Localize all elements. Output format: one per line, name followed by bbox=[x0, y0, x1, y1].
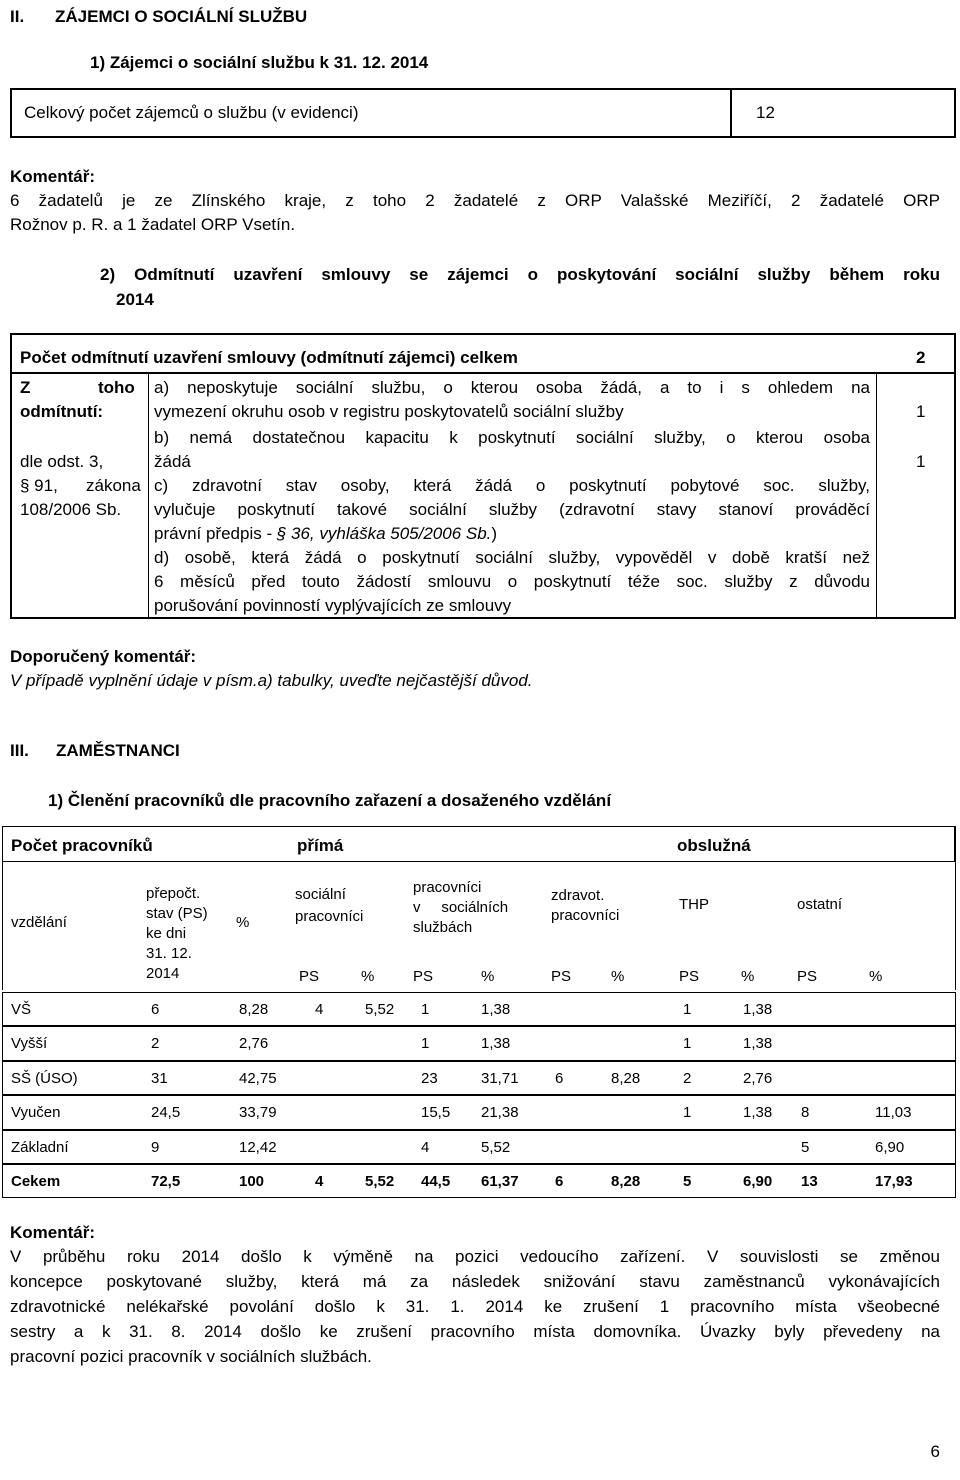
item-d-line-3: porušování povinností vyplývajících ze smlouvy bbox=[154, 596, 512, 615]
recommended-comment-text: V případě vyplnění údaje v písm.a) tabulky, uveďte nejčastější důvod. bbox=[10, 671, 533, 690]
table-cell: 2,76 bbox=[743, 1069, 773, 1087]
table-cell: 8,28 bbox=[611, 1173, 641, 1190]
item-a-value: 1 bbox=[916, 402, 926, 421]
header-social-workers-l1: sociální bbox=[295, 886, 346, 903]
header-sub-ps-1: PS bbox=[413, 968, 434, 985]
table-cell: 8,28 bbox=[239, 1001, 269, 1018]
header-prepocet-l1: přepočt. bbox=[146, 885, 201, 902]
table-row bbox=[2, 1095, 956, 1129]
section-2-heading: ZÁJEMCI O SOCIÁLNÍ SLUŽBU bbox=[55, 7, 308, 26]
header-vzdelani: vzdělání bbox=[11, 914, 67, 931]
row-label: Vyšší bbox=[11, 1035, 48, 1053]
header-sub-pct-2: % bbox=[611, 968, 625, 985]
table-row bbox=[2, 1130, 956, 1164]
subsection-3-1-title: 1) Členění pracovníků dle pracovního zařazení a dosaženého vzdělání bbox=[48, 791, 612, 810]
staff-count-label: Počet pracovníků bbox=[11, 836, 153, 855]
header-thp: THP bbox=[679, 896, 709, 913]
refusal-divider-v1 bbox=[148, 372, 149, 619]
row-label: Vyučen bbox=[11, 1104, 61, 1122]
header-health-l1: zdravot. bbox=[551, 887, 605, 904]
header-ss-l2: v sociálních bbox=[413, 899, 509, 916]
table-cell: 6,90 bbox=[875, 1138, 905, 1156]
item-a-line-2: vymezení okruhu osob v registru poskytovatelů sociální služby bbox=[154, 402, 624, 421]
header-sub-ps-0: PS bbox=[299, 968, 320, 985]
header-ss-l3: službách bbox=[413, 919, 473, 936]
table-cell: 100 bbox=[239, 1173, 265, 1190]
table-cell: 5,52 bbox=[365, 1173, 395, 1190]
item-a-line-1: a) neposkytuje sociální službu, o kterou osoba žádá, a to i s ohledem na bbox=[154, 378, 870, 397]
header-sub-pct-4: % bbox=[869, 968, 883, 985]
comment-3-line: zdravotnické nelékařské povolání došlo k 31. 1. 2014 ke zrušení 1 pracovního místa všeobecné bbox=[10, 1297, 940, 1316]
table-cell: 1,38 bbox=[743, 1035, 773, 1053]
prima-label: přímá bbox=[297, 836, 344, 855]
item-d-line-1: d) osobě, která žádá o poskytnutí sociální služby, vypověděl v době kratší než bbox=[154, 548, 870, 567]
page-number: 6 bbox=[930, 1441, 940, 1461]
table-cell: 4 bbox=[315, 1173, 324, 1190]
obsluzna-label: obslužná bbox=[677, 836, 751, 855]
row-label: SŠ (ÚSO) bbox=[11, 1069, 78, 1087]
item-b-line-2: žádá bbox=[154, 452, 191, 471]
table-cell: 8 bbox=[801, 1104, 810, 1122]
header-ss-l1: pracovníci bbox=[413, 879, 482, 896]
table-cell: 13 bbox=[801, 1173, 818, 1190]
item-c-line-1: c) zdravotní stav osoby, která žádá o poskytnutí pobytové soc. služby, bbox=[154, 476, 870, 495]
table-cell: 72,5 bbox=[151, 1173, 181, 1190]
table-row bbox=[2, 1061, 956, 1095]
header-social-workers bbox=[295, 884, 363, 928]
table-cell: 6 bbox=[151, 1001, 160, 1018]
left-col-odst: dle odst. 3, bbox=[20, 452, 104, 471]
comment-3-line: koncepce poskytované služby, která má za následek snižování stavu zaměstnanců vykonávajících bbox=[10, 1272, 940, 1291]
table-cell: 31 bbox=[151, 1069, 168, 1087]
comment-3-last-line: pracovní pozici pracovník v sociálních službách. bbox=[10, 1347, 372, 1366]
table-cell: 12,42 bbox=[239, 1138, 277, 1156]
header-prepocet-l2: stav (PS) bbox=[146, 905, 208, 922]
left-col-z: Z bbox=[20, 378, 31, 397]
box-divider bbox=[730, 88, 732, 138]
left-col-zakona: zákona bbox=[86, 476, 141, 495]
item-c-line-3-end: ) bbox=[491, 524, 498, 543]
table-cell: 31,71 bbox=[481, 1069, 519, 1087]
header-prepocet-l3: ke dni bbox=[146, 925, 187, 942]
table-row bbox=[2, 992, 956, 1026]
header-health-workers bbox=[551, 886, 619, 926]
table-cell: 8,28 bbox=[611, 1069, 641, 1087]
header-sub-row bbox=[3, 968, 957, 988]
subsection-2-1-title: 1) Zájemci o sociální službu k 31. 12. 2014 bbox=[90, 53, 429, 72]
item-b-line-1: b) nemá dostatečnou kapacitu k poskytnutí sociální služby, o kterou osoba bbox=[154, 428, 870, 447]
table-cell: 2 bbox=[683, 1069, 692, 1087]
left-col-toho: toho bbox=[98, 378, 135, 397]
table-cell: 61,37 bbox=[481, 1173, 519, 1190]
header-sub-pct-3: % bbox=[741, 968, 755, 985]
table-cell: 4 bbox=[315, 1001, 324, 1018]
table-cell: 33,79 bbox=[239, 1104, 277, 1122]
left-col-odmitnuti: odmítnutí: bbox=[20, 402, 104, 421]
table-cell: 6,90 bbox=[743, 1173, 773, 1190]
comment-3-body bbox=[10, 1246, 940, 1346]
comment-3-line: V průběhu roku 2014 došlo k výměně na pozici vedoucího zařízení. V souvislosti se změnou bbox=[10, 1247, 940, 1266]
subsection-2-2-year: 2014 bbox=[116, 290, 154, 309]
header-sub-pct-0: % bbox=[361, 968, 375, 985]
comment-3-label: Komentář: bbox=[10, 1223, 96, 1242]
table-row bbox=[2, 1026, 956, 1060]
table-cell: 15,5 bbox=[421, 1104, 451, 1122]
item-b-value: 1 bbox=[916, 452, 926, 471]
table-cell: 1,38 bbox=[481, 1035, 511, 1053]
row-label: VŠ bbox=[11, 1001, 32, 1018]
header-social-workers-l2: pracovníci bbox=[295, 908, 364, 925]
row-label: Cekem bbox=[11, 1173, 61, 1190]
table-cell: 9 bbox=[151, 1138, 160, 1156]
table-cell: 44,5 bbox=[421, 1173, 451, 1190]
table-cell: 1 bbox=[683, 1035, 692, 1053]
item-c-law-reference: § 36, vyhláška 505/2006 Sb. bbox=[276, 524, 492, 543]
section-3-heading: ZAMĚSTNANCI bbox=[56, 741, 180, 760]
table-cell: 6 bbox=[555, 1173, 564, 1190]
table-cell: 5,52 bbox=[481, 1138, 511, 1156]
row-label: Základní bbox=[11, 1138, 69, 1156]
table-cell: 42,75 bbox=[239, 1069, 277, 1087]
refusal-table bbox=[10, 333, 956, 619]
table-cell: 5,52 bbox=[365, 1001, 395, 1018]
table-cell: 1,38 bbox=[743, 1104, 773, 1122]
table-cell: 1 bbox=[421, 1001, 430, 1018]
item-c-line-3 bbox=[154, 523, 497, 544]
table-cell: 4 bbox=[421, 1138, 430, 1156]
total-applicants-value: 12 bbox=[756, 103, 775, 122]
table-cell: 1,38 bbox=[743, 1001, 773, 1018]
total-applicants-label: Celkový počet zájemců o službu (v evidenci) bbox=[24, 103, 359, 122]
table-cell: 21,38 bbox=[481, 1104, 519, 1122]
refusal-divider-h bbox=[12, 372, 954, 374]
refusal-divider-v2 bbox=[876, 372, 877, 619]
left-col-paragraph: § 91, bbox=[20, 476, 58, 495]
item-d-line-2: 6 měsíců před touto žádostí smlouvu o poskytnutí téže soc. služby z důvodu bbox=[154, 572, 870, 591]
item-c-line-2: vylučuje poskytnutí takové sociální služby (zdravotní stavy stanoví prováděcí bbox=[154, 500, 870, 519]
table-cell: 24,5 bbox=[151, 1104, 181, 1122]
table-cell: 1,38 bbox=[481, 1001, 511, 1018]
table-cell: 5 bbox=[683, 1173, 692, 1190]
recommended-comment-label: Doporučený komentář: bbox=[10, 647, 197, 666]
refusal-total-label: Počet odmítnutí uzavření smlouvy (odmítnutí zájemci) celkem bbox=[20, 348, 518, 367]
table-cell: 17,93 bbox=[875, 1173, 913, 1190]
comment-line-1: 6 žadatelů je ze Zlínského kraje, z toho 2 žadatelé z ORP Valašské Meziříčí, 2 žadatelé ORP bbox=[10, 191, 940, 210]
table-cell: 1 bbox=[421, 1035, 430, 1053]
table-cell: 1 bbox=[683, 1104, 692, 1122]
section-2-number: II. bbox=[10, 7, 25, 26]
comment-3-line: sestry a k 31. 8. 2014 došlo ke zrušení pracovního místa domovníka. Úvazky byly převedeny na bbox=[10, 1322, 940, 1341]
table-cell: 2 bbox=[151, 1035, 160, 1053]
subsection-2-2-title: 2) Odmítnutí uzavření smlouvy se zájemci o poskytování sociální služby během roku bbox=[100, 265, 940, 284]
comment-label: Komentář: bbox=[10, 167, 96, 186]
item-c-line-3-text: právní předpis - bbox=[154, 524, 277, 543]
table-cell: 23 bbox=[421, 1069, 438, 1087]
table-cell: 2,76 bbox=[239, 1035, 269, 1053]
total-applicants-box bbox=[10, 88, 956, 138]
table-row bbox=[2, 1164, 956, 1198]
comment-line-2: Rožnov p. R. a 1 žadatel ORP Vsetín. bbox=[10, 215, 296, 234]
section-3-number: III. bbox=[10, 741, 29, 760]
left-col-law: 108/2006 Sb. bbox=[20, 500, 122, 519]
header-sub-ps-2: PS bbox=[551, 968, 572, 985]
header-ostatni: ostatní bbox=[797, 896, 843, 913]
table-cell: 11,03 bbox=[875, 1104, 912, 1122]
header-prepocet-l5: 2014 bbox=[146, 965, 180, 982]
header-social-services-workers bbox=[413, 878, 508, 938]
header-sub-ps-4: PS bbox=[797, 968, 818, 985]
table-cell: 1 bbox=[683, 1001, 692, 1018]
header-prepocet-l4: 31. 12. bbox=[146, 945, 192, 962]
header-health-l2: pracovníci bbox=[551, 907, 620, 924]
staff-table-header bbox=[2, 862, 956, 990]
table-cell: 6 bbox=[555, 1069, 564, 1087]
header-percent: % bbox=[236, 914, 250, 931]
staff-count-header bbox=[2, 826, 956, 862]
header-sub-pct-1: % bbox=[481, 968, 495, 985]
refusal-total-value: 2 bbox=[916, 348, 926, 367]
table-cell: 5 bbox=[801, 1138, 810, 1156]
header-sub-ps-3: PS bbox=[679, 968, 700, 985]
